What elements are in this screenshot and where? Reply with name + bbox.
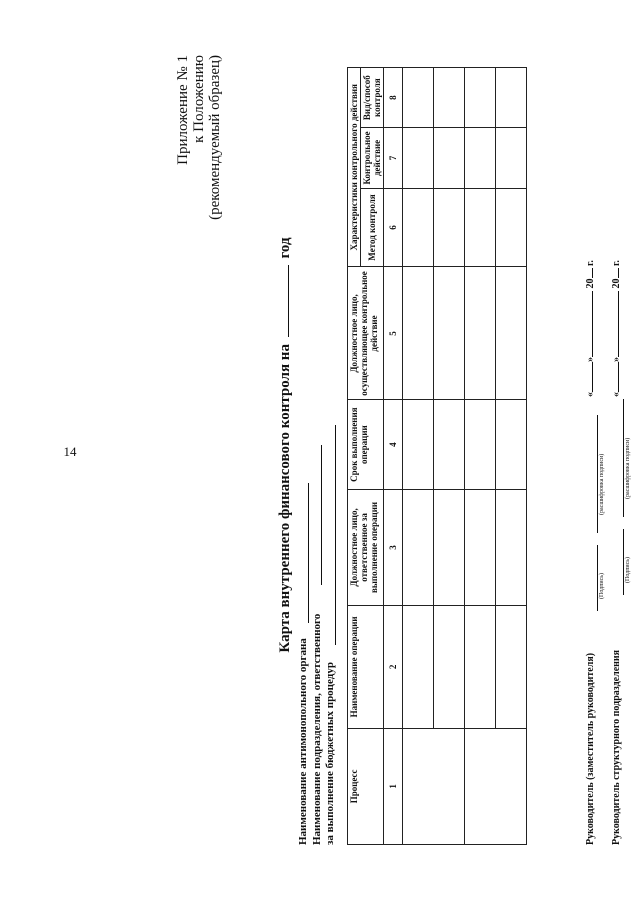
header-responsible: Должностное лицо, ответственное за выполнение операции bbox=[348, 489, 384, 605]
appendix-line-2: к Положению bbox=[191, 55, 207, 143]
table-cell bbox=[403, 489, 434, 605]
table-row bbox=[434, 68, 465, 845]
table-cell bbox=[465, 606, 496, 729]
head-signature-label: Руководитель (заместитель руководителя) bbox=[585, 652, 596, 845]
table-cell bbox=[403, 267, 434, 400]
table-cell bbox=[434, 400, 465, 489]
table-cell bbox=[465, 728, 527, 844]
head-decode-line bbox=[597, 415, 598, 533]
header-method: Метод контроля bbox=[361, 188, 384, 267]
unit-name-line-2 bbox=[335, 425, 336, 645]
col-number-1: 1 bbox=[384, 728, 403, 844]
head-date: «» 20 г. bbox=[585, 260, 596, 397]
appendix-line-1: Приложение № 1 bbox=[175, 55, 191, 165]
table-cell bbox=[496, 267, 527, 400]
table-row bbox=[465, 68, 496, 845]
head-signature-line bbox=[597, 545, 598, 611]
table-cell bbox=[434, 68, 465, 128]
head-signature-caption: (Подпись) bbox=[599, 572, 605, 599]
col-number-2: 2 bbox=[384, 606, 403, 729]
table-cell bbox=[434, 188, 465, 267]
table-cell bbox=[465, 400, 496, 489]
unit-name-label-2: за выполнение бюджетных процедур bbox=[324, 662, 336, 845]
table-cell bbox=[403, 728, 465, 844]
table-cell bbox=[403, 188, 434, 267]
table-cell bbox=[434, 606, 465, 729]
col-number-4: 4 bbox=[384, 400, 403, 489]
table-cell bbox=[496, 68, 527, 128]
title-prefix: Карта внутреннего финансового контроля на bbox=[277, 344, 293, 653]
header-controller: Должностное лицо, осуществляющее контрольное действие bbox=[348, 267, 384, 400]
unit-head-decode-line bbox=[623, 399, 624, 517]
unit-head-signature-line bbox=[623, 529, 624, 595]
org-name-line bbox=[308, 483, 309, 623]
table-cell bbox=[403, 606, 434, 729]
header-deadline: Срок выполнения операции bbox=[348, 400, 384, 489]
table-cell bbox=[403, 68, 434, 128]
col-number-7: 7 bbox=[384, 128, 403, 188]
table-cell bbox=[434, 267, 465, 400]
table-row bbox=[403, 68, 434, 845]
header-control-characteristics: Характеристики контрольного действия bbox=[348, 68, 361, 268]
unit-head-signature-caption: (Подпись) bbox=[625, 556, 631, 583]
unit-head-signature-label: Руководитель структурного подразделения bbox=[611, 649, 622, 845]
table-cell bbox=[465, 188, 496, 267]
page-number: 14 bbox=[63, 444, 77, 459]
table-cell bbox=[496, 489, 527, 605]
year-blank-line bbox=[288, 265, 289, 337]
table-cell bbox=[465, 68, 496, 128]
table-cell bbox=[403, 400, 434, 489]
header-control-type: Вид/способ контроля bbox=[361, 68, 384, 128]
header-process: Процесс bbox=[348, 728, 384, 844]
control-table bbox=[347, 67, 527, 845]
unit-head-date: «» 20 г. bbox=[611, 260, 622, 397]
table-row bbox=[496, 68, 527, 845]
document-title bbox=[277, 45, 294, 845]
table-cell bbox=[465, 267, 496, 400]
appendix-block bbox=[175, 55, 223, 220]
col-number-3: 3 bbox=[384, 489, 403, 605]
title-suffix: год bbox=[277, 237, 293, 259]
table-cell bbox=[496, 188, 527, 267]
table-cell bbox=[496, 606, 527, 729]
table-cell bbox=[465, 128, 496, 188]
header-operation-name: Наименование операции bbox=[348, 606, 384, 729]
col-number-6: 6 bbox=[384, 188, 403, 267]
table-cell bbox=[496, 128, 527, 188]
col-number-8: 8 bbox=[384, 68, 403, 128]
unit-name-line bbox=[321, 445, 322, 585]
appendix-line-3: (рекомендуемый образец) bbox=[207, 55, 223, 220]
table-cell bbox=[434, 128, 465, 188]
col-number-5: 5 bbox=[384, 267, 403, 400]
unit-head-decode-caption: (расшифровка подписи) bbox=[625, 437, 631, 499]
table-cell bbox=[434, 489, 465, 605]
rotated-document bbox=[175, 45, 635, 845]
table-cell bbox=[496, 400, 527, 489]
header-control-action: Контрольное действие bbox=[361, 128, 384, 188]
head-decode-caption: (расшифровка подписи) bbox=[599, 453, 605, 515]
table-cell bbox=[465, 489, 496, 605]
table-cell bbox=[403, 128, 434, 188]
unit-name-label-1: Наименование подразделения, ответственного bbox=[311, 613, 323, 845]
org-name-label: Наименование антимонопольного органа bbox=[297, 638, 309, 845]
